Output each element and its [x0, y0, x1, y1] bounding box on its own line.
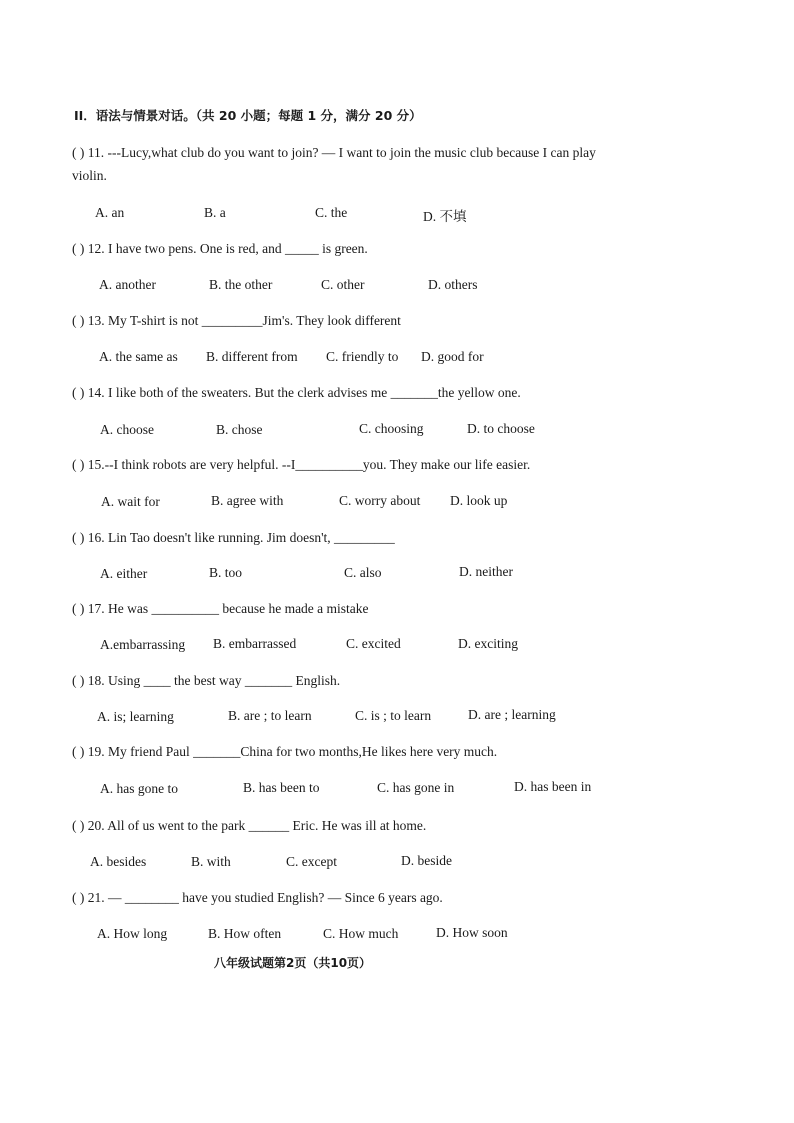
question-15-option-d: D. look up: [450, 493, 508, 508]
question-13-option-c: C. friendly to: [326, 349, 399, 364]
question-15-option-a: A. wait for: [101, 494, 160, 509]
question-11-option-c: C. the: [315, 205, 348, 220]
question-12-option-c: C. other: [321, 277, 365, 292]
question-12-option-b: B. the other: [209, 277, 273, 292]
question-17-stem: ( ) 17. He was __________ because he made a mistake: [72, 601, 369, 616]
page-footer: 八年级试题第2页（共10页）: [214, 956, 372, 970]
question-20-option-c: C. except: [286, 854, 337, 869]
question-17-option-b: B. embarrassed: [213, 636, 297, 651]
question-21-stem: ( ) 21. — ________ have you studied English? — Since 6 years ago.: [72, 890, 443, 905]
question-21-option-a: A. How long: [97, 926, 168, 941]
question-18-option-c: C. is ; to learn: [355, 708, 432, 723]
question-16-option-b: B. too: [209, 565, 243, 580]
question-19-option-c: C. has gone in: [377, 780, 455, 795]
question-16-option-c: C. also: [344, 565, 382, 580]
question-14-option-d: D. to choose: [467, 421, 535, 436]
question-16-stem: ( ) 16. Lin Tao doesn't like running. Jim doesn't, _________: [72, 530, 395, 545]
question-18-option-b: B. are ; to learn: [228, 708, 312, 723]
question-11-stem-continued: violin.: [72, 168, 107, 183]
question-11-option-d: D. 不填: [423, 209, 467, 224]
question-13-option-a: A. the same as: [99, 349, 178, 364]
question-18-stem: ( ) 18. Using ____ the best way _______ English.: [72, 673, 341, 688]
question-12-stem: ( ) 12. I have two pens. One is red, and _____ is green.: [72, 241, 368, 256]
question-13-option-b: B. different from: [206, 349, 298, 364]
question-17-option-a: A.embarrassing: [100, 637, 186, 652]
question-16-option-d: D. neither: [459, 564, 513, 579]
question-19-option-d: D. has been in: [514, 779, 592, 794]
question-18-option-d: D. are ; learning: [468, 707, 556, 722]
question-14-stem: ( ) 14. I like both of the sweaters. But the clerk advises me _______the yellow one.: [72, 385, 521, 400]
question-11-stem: ( ) 11. ---Lucy,what club do you want to join? — I want to join the music club because I can play: [72, 145, 596, 160]
question-19-option-a: A. has gone to: [100, 781, 178, 796]
question-11-option-a: A. an: [95, 205, 125, 220]
question-12-option-d: D. others: [428, 277, 478, 292]
question-13-stem: ( ) 13. My T-shirt is not _________Jim's. They look different: [72, 313, 401, 328]
question-14-option-c: C. choosing: [359, 421, 424, 436]
question-14-option-a: A. choose: [100, 422, 154, 437]
question-12-option-a: A. another: [99, 277, 156, 292]
question-20-stem: ( ) 20. All of us went to the park ______ Eric. He was ill at home.: [72, 818, 427, 833]
question-19-stem: ( ) 19. My friend Paul _______China for two months,He likes here very much.: [72, 744, 498, 759]
question-18-option-a: A. is; learning: [97, 709, 174, 724]
question-20-option-a: A. besides: [90, 854, 147, 869]
question-20-option-d: D. beside: [401, 853, 452, 868]
question-17-option-d: D. exciting: [458, 636, 518, 651]
question-19-option-b: B. has been to: [243, 780, 320, 795]
question-11-option-b: B. a: [204, 205, 226, 220]
question-13-option-d: D. good for: [421, 349, 484, 364]
question-21-option-d: D. How soon: [436, 925, 508, 940]
question-21-option-c: C. How much: [323, 926, 399, 941]
question-20-option-b: B. with: [191, 854, 231, 869]
question-17-option-c: C. excited: [346, 636, 401, 651]
section-heading: II．语法与情景对话。（共 20 小题；每题 1 分，满分 20 分）: [74, 108, 422, 123]
question-15-stem: ( ) 15.--I think robots are very helpful. --I__________you. They make our life easier.: [72, 457, 531, 472]
question-15-option-b: B. agree with: [211, 493, 284, 508]
question-16-option-a: A. either: [100, 566, 148, 581]
question-21-option-b: B. How often: [208, 926, 282, 941]
question-15-option-c: C. worry about: [339, 493, 421, 508]
question-14-option-b: B. chose: [216, 422, 263, 437]
